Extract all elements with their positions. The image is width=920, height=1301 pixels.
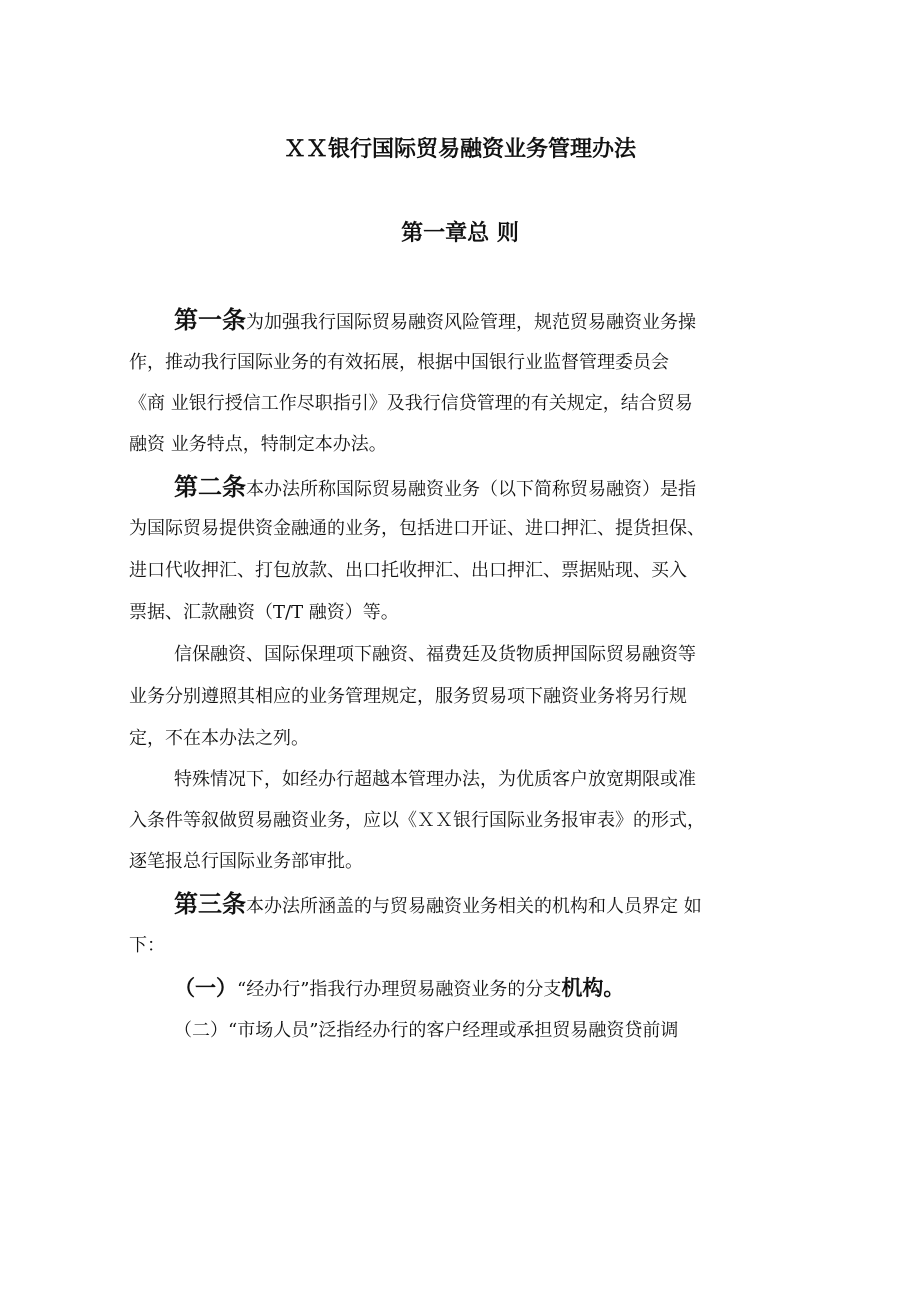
item-1-text: “经办行”指我行办理贸易融资业务的分支	[237, 979, 562, 1000]
article-1-text-4: 融资 业务特点，特制定本办法。	[129, 434, 387, 455]
special-paragraph-text-2: 入条件等叙做贸易融资业务，应以《ＸＸ银行国际业务报审表》的形式，	[129, 810, 705, 831]
article-1-label: 第一条	[174, 306, 246, 334]
article-2-text-4: 票据、汇款融资（T/T 融资）等。	[129, 602, 399, 623]
article-3-text-2: 下：	[129, 935, 165, 956]
item-1-label: （一）	[174, 976, 237, 1000]
article-3-first-line	[174, 889, 702, 922]
article-1-text-1: 为加强我行国际贸易融资风险管理，规范贸易融资业务操	[246, 312, 696, 333]
special-paragraph-text-3: 逐笔报总行国际业务部审批。	[129, 851, 363, 872]
article-2-text-1: 本办法所称国际贸易融资业务（以下简称贸易融资）是指	[246, 479, 696, 500]
item-2-text: （二）“市场人员”泛指经办行的客户经理或承担贸易融资贷前调	[174, 1020, 679, 1041]
article-2-text-2: 为国际贸易提供资金融通的业务，包括进口开证、进口押汇、提货担保、	[129, 518, 705, 539]
article-1-first-line	[174, 305, 696, 338]
article-2-text-3: 进口代收押汇、打包放款、出口托收押汇、出口押汇、票据贴现、买入	[129, 560, 687, 581]
article-3-label: 第三条	[174, 890, 246, 918]
chapter-heading: 第一章总 则	[401, 221, 519, 246]
item-1-line	[174, 973, 624, 1005]
credit-paragraph-text-1: 信保融资、国际保理项下融资、福费廷及货物质押国际贸易融资等	[174, 644, 696, 665]
special-paragraph-text-1: 特殊情况下，如经办行超越本管理办法，为优质客户放宽期限或准	[174, 769, 696, 790]
article-1-text-3: 《商 业银行授信工作尽职指引》及我行信贷管理的有关规定，结合贸易	[129, 393, 693, 414]
credit-paragraph-text-2: 业务分别遵照其相应的业务管理规定，服务贸易项下融资业务将另行规	[129, 686, 687, 707]
article-1-text-2: 作，推动我行国际业务的有效拓展，根据中国银行业监督管理委员会	[129, 352, 669, 373]
credit-paragraph-text-3: 定，不在本办法之列。	[129, 728, 309, 749]
article-2-label: 第二条	[174, 473, 246, 501]
document-title: ＸＸ银行国际贸易融资业务管理办法	[283, 137, 636, 162]
article-3-text-1: 本办法所涵盖的与贸易融资业务相关的机构和人员界定 如	[246, 896, 702, 917]
item-1-emphasis: 机构。	[561, 976, 625, 1000]
article-2-first-line	[174, 472, 696, 505]
